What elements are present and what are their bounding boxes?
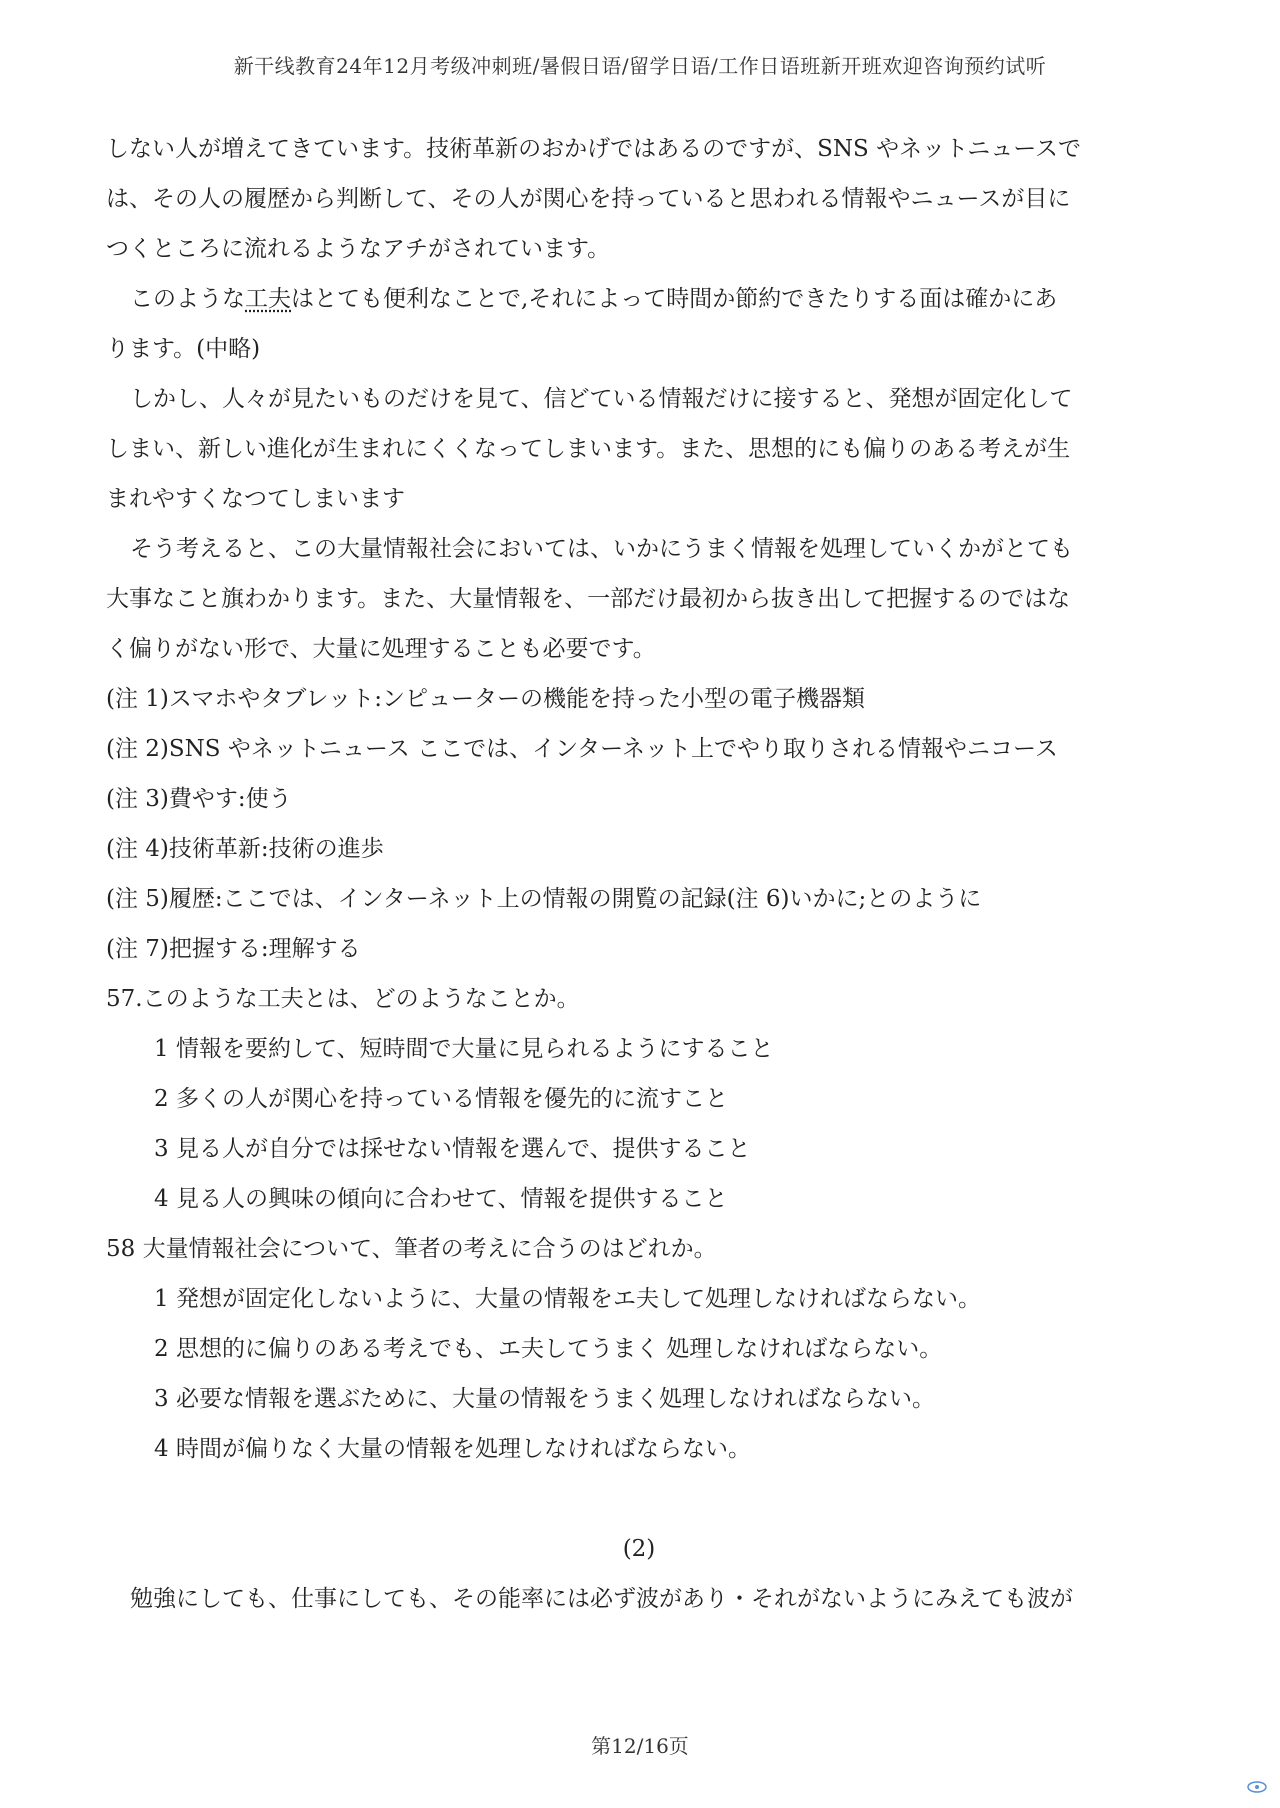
- text-line: まれやすくなつてしまいます: [106, 486, 405, 512]
- answer-option: 3 必要な情報を選ぶために、大量の情報をうまく処理しなければならない。: [154, 1386, 935, 1412]
- question-57: [106, 974, 1172, 1224]
- answer-option: 2 多くの人が関心を持っている情報を優先的に流すこと: [154, 1086, 728, 1112]
- question-text: 58 大量情報社会について、筆者の考えに合うのはどれか。: [106, 1236, 717, 1262]
- text-line: そう考えると、この大量情報社会においては、いかにうまく情報を処理していくかがとても: [130, 536, 1073, 562]
- passage-paragraph-2: [106, 274, 1172, 374]
- note-item: (注 7)把握する:理解する: [106, 936, 361, 962]
- logo-icon: [1246, 1780, 1268, 1794]
- marked-term: 工夫: [245, 286, 291, 312]
- text-line: ります。(中略): [106, 336, 261, 362]
- section-spacer: [106, 1474, 1172, 1524]
- note-item: (注 1)スマホやタブレット:ンピューターの機能を持った小型の電子機器類: [106, 686, 866, 712]
- passage-paragraph-1: [106, 124, 1172, 274]
- answer-option: 1 情報を要約して、短時間で大量に見られるようにすること: [154, 1036, 774, 1062]
- note-item: (注 3)費やす:使う: [106, 786, 292, 812]
- answer-option: 4 見る人の興味の傾向に合わせて、情報を提供すること: [154, 1186, 728, 1212]
- answer-option: 3 見る人が自分では採せない情報を選んで、提供すること: [154, 1136, 751, 1162]
- page-content: [106, 124, 1172, 1624]
- answer-option: 4 時間が偏りなく大量の情報を処理しなければならない。: [154, 1436, 751, 1462]
- answer-option: 1 発想が固定化しないように、大量の情報をエ夫して処理しなければならない。: [154, 1286, 981, 1312]
- page-header: 新干线教育24年12月考级冲刺班/暑假日语/留学日语/工作日语班新开班欢迎咨询预约试听: [233, 54, 1047, 78]
- text-line: 大事なこと旗わかります。また、大量情報を、一部だけ最初から抜き出して把握するのではな: [106, 586, 1071, 612]
- passage-paragraph-3: [106, 374, 1172, 524]
- question-text: 57.このような工夫とは、どのようなことか。: [106, 986, 580, 1012]
- question-58: [106, 1224, 1172, 1474]
- text-line: [106, 274, 1172, 324]
- note-item: (注 5)履歴:ここでは、インターネット上の情報の開覧の記録(注 6)いかに;とのように: [106, 886, 982, 912]
- text-line: しない人が増えてきています。技術革新のおかげではあるのですが、SNS やネットニュースで: [106, 136, 1082, 162]
- section-number: (2): [622, 1536, 656, 1562]
- text-line: しまい、新しい進化が生まれにくくなってしまいます。また、思想的にも偏りのある考えが生: [106, 436, 1071, 462]
- text-fragment: はとても便利なことで,それによって時間か節約できたりする面は確かにあ: [291, 286, 1058, 312]
- text-line: は、その人の履歴から判断して、その人が関心を持っていると思われる情報やニュースが目に: [106, 186, 1071, 212]
- answer-option: 2 思想的に偏りのある考えでも、エ夫してうまく 処理しなければならない。: [154, 1336, 943, 1362]
- text-line: く偏りがない形で、大量に処理することも必要です。: [106, 636, 656, 662]
- note-item: (注 2)SNS やネットニュース ここでは、インターネット上でやり取りされる情報やニコース: [106, 736, 1058, 762]
- text-line: しかし、人々が見たいものだけを見て、信どている情報だけに接すると、発想が固定化して: [130, 386, 1073, 412]
- section-2: [106, 1524, 1172, 1624]
- page-number: 第12/16页: [591, 1734, 689, 1758]
- passage-paragraph-4: [106, 524, 1172, 674]
- text-line: 勉強にしても、仕事にしても、その能率には必ず波があり・それがないようにみえても波が: [130, 1586, 1073, 1612]
- text-line: つくところに流れるようなアチがされています。: [106, 236, 611, 262]
- notes-list: [106, 674, 1172, 974]
- note-item: (注 4)技術革新:技術の進歩: [106, 836, 384, 862]
- text-fragment: このような: [130, 286, 245, 312]
